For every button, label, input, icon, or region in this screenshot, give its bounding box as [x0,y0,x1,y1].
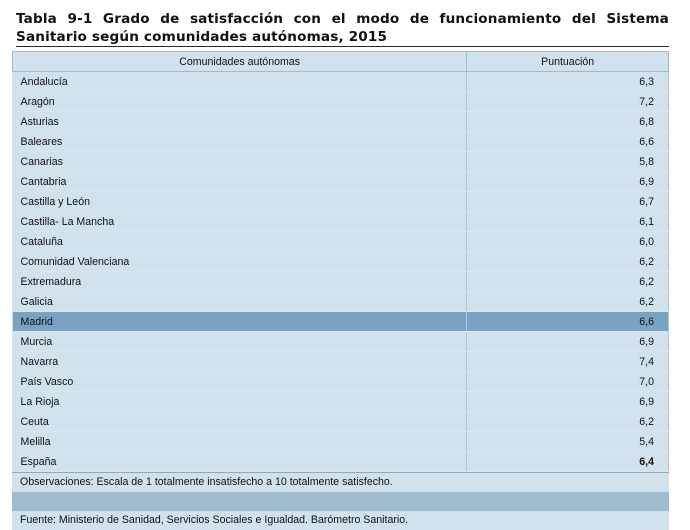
table-row [13,452,669,472]
score-cell: 6,9 [467,172,669,192]
score-cell: 6,6 [467,132,669,152]
table-row [13,272,669,292]
observations-note: Observaciones: Escala de 1 totalmente insatisfecho a 10 totalmente satisfecho. [20,476,393,488]
score-cell: 6,9 [467,392,669,412]
region-name-cell: Galicia [13,292,467,312]
region-name-cell: Andalucía [13,72,467,92]
region-name-cell: Cantabria [13,172,467,192]
table-body [13,72,669,472]
column-header-region: Comunidades autónomas [13,52,467,72]
region-name-cell: Melilla [13,432,467,452]
region-name-cell: Extremadura [13,272,467,292]
table-row [13,152,669,172]
table-row [13,192,669,212]
notes-divider [12,492,669,511]
table-row [13,372,669,392]
score-cell: 7,0 [467,372,669,392]
table-row [13,292,669,312]
score-cell: 7,4 [467,352,669,372]
table-row [13,412,669,432]
region-name-cell: Navarra [13,352,467,372]
table-row [13,312,669,332]
table-row [13,212,669,232]
score-cell: 7,2 [467,92,669,112]
score-cell: 6,4 [467,452,669,472]
region-name-cell: Aragón [13,92,467,112]
score-cell: 6,8 [467,112,669,132]
score-cell: 6,9 [467,332,669,352]
satisfaction-table [12,51,669,472]
score-cell: 6,1 [467,212,669,232]
score-cell: 6,2 [467,412,669,432]
table-header-row [13,52,669,72]
table-title: Tabla 9-1 Grado de satisfacción con el modo de funcionamiento del Sistema Sanitario según comunidades autónomas, 2015 [16,11,669,45]
region-name-cell: La Rioja [13,392,467,412]
region-name-cell: Madrid [13,312,467,332]
region-name-cell: Asturias [13,112,467,132]
score-cell: 6,2 [467,272,669,292]
region-name-cell: España [13,452,467,472]
table-row [13,432,669,452]
region-name-cell: Canarias [13,152,467,172]
score-cell: 6,2 [467,292,669,312]
table-row [13,112,669,132]
table-row [13,232,669,252]
region-name-cell: País Vasco [13,372,467,392]
table-row [13,132,669,152]
region-name-cell: Castilla- La Mancha [13,212,467,232]
region-name-cell: Castilla y León [13,192,467,212]
score-cell: 6,0 [467,232,669,252]
table-row [13,172,669,192]
score-cell: 6,3 [467,72,669,92]
region-name-cell: Comunidad Valenciana [13,252,467,272]
score-cell: 5,4 [467,432,669,452]
table-row [13,392,669,412]
score-cell: 5,8 [467,152,669,172]
region-name-cell: Murcia [13,332,467,352]
region-name-cell: Cataluña [13,232,467,252]
table-row [13,332,669,352]
table-row [13,252,669,272]
score-cell: 6,2 [467,252,669,272]
score-cell: 6,7 [467,192,669,212]
table-row [13,352,669,372]
document [12,10,669,530]
region-name-cell: Ceuta [13,412,467,432]
score-cell: 6,6 [467,312,669,332]
table-row [13,92,669,112]
region-name-cell: Baleares [13,132,467,152]
table-notes [12,472,669,530]
column-header-score: Puntuación [467,52,669,72]
source-note: Fuente: Ministerio de Sanidad, Servicios Sociales e Igualdad. Barómetro Sanitario. [20,514,409,526]
table-row [13,72,669,92]
